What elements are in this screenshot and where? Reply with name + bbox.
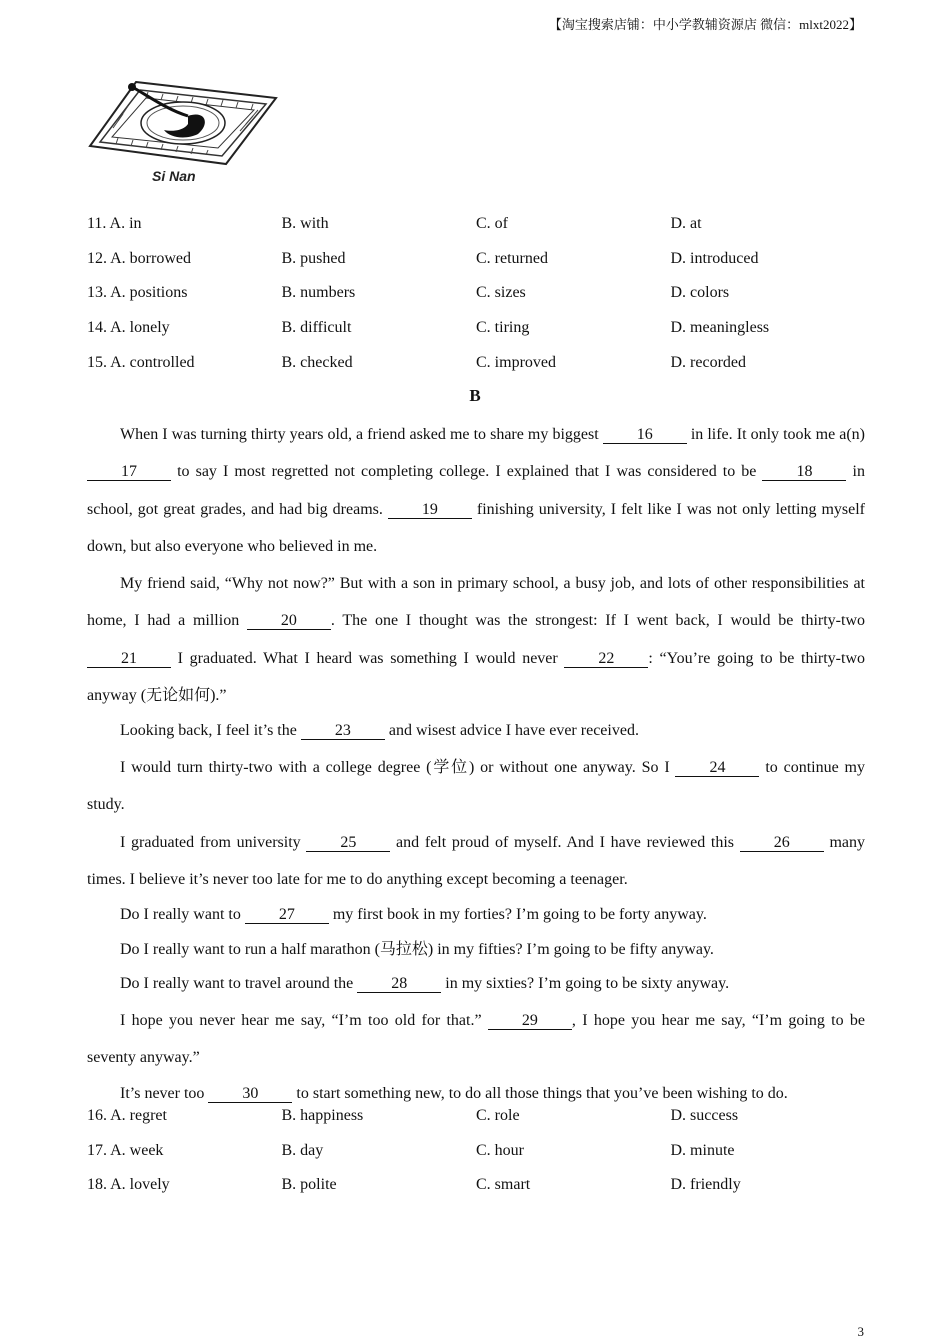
- option-16-c: C. role: [476, 1107, 520, 1125]
- passage-text: my first book in my forties? I’m going to be forty anyway.: [328, 906, 707, 924]
- passage-text: I graduated. What I heard was something I would never: [171, 649, 565, 667]
- option-12-a: 12. A. borrowed: [87, 249, 191, 267]
- option-row-13: [87, 276, 867, 311]
- options-top: [87, 207, 867, 380]
- option-15-b: B. checked: [281, 353, 353, 371]
- passage-text: My friend said, “Why not now?” But with a son in primary school, a busy job, and lots of other responsibilities at home, I had a million: [87, 575, 865, 630]
- paragraph: [87, 824, 865, 899]
- passage-text: When I was turning thirty years old, a friend asked me to share my biggest: [120, 426, 603, 443]
- blank-25: 25: [306, 834, 390, 852]
- blank-17: 17: [87, 463, 171, 481]
- option-row-14: [87, 311, 867, 346]
- blank-16: 16: [603, 426, 687, 444]
- passage-text: I would turn thirty-two with a college degree (学位) or without one anyway. So I: [120, 758, 676, 776]
- options-bottom: [87, 1099, 867, 1203]
- passage-text: and wisest advice I have ever received.: [384, 722, 639, 740]
- passage-text: to start something new, to do all those things that you’ve been wishing to do.: [292, 1084, 788, 1102]
- passage-text: Looking back, I feel it’s the: [120, 722, 301, 740]
- option-18-d: D. friendly: [670, 1176, 741, 1194]
- passage-text: Do I really want to: [120, 906, 245, 924]
- passage-text: , I hope you hear me say, “I’m going to be seventy anyway.”: [87, 1011, 866, 1067]
- option-11-c: C. of: [476, 215, 508, 233]
- option-12-b: B. pushed: [281, 249, 346, 267]
- option-row-11: [87, 207, 867, 242]
- blank-20: 20: [247, 612, 331, 630]
- option-11-a: 11. A. in: [87, 215, 142, 233]
- blank-24: 24: [675, 759, 759, 777]
- figure-caption: Si Nan: [152, 168, 196, 184]
- passage-text: many times. I believe it’s never too late for me to do anything except becoming a teenager.: [87, 833, 866, 888]
- option-row-16: [87, 1099, 867, 1134]
- si-nan-compass-image: [88, 76, 278, 171]
- option-14-c: C. tiring: [476, 319, 530, 337]
- option-17-c: C. hour: [476, 1141, 524, 1159]
- blank-26: 26: [740, 834, 824, 852]
- header-text: 【淘宝搜索店铺：中小学教辅资源店 微信：mlxt2022】: [548, 17, 862, 32]
- option-13-c: C. sizes: [476, 284, 526, 302]
- option-13-a: 13. A. positions: [87, 284, 188, 302]
- blank-29: 29: [488, 1012, 572, 1030]
- option-row-12: [87, 242, 867, 277]
- passage-text: . The one I thought was the strongest: If I went back, I would be thirty-two: [330, 612, 866, 630]
- page-number: 3: [857, 1324, 864, 1339]
- blank-30: 30: [208, 1085, 292, 1103]
- passage: [87, 416, 865, 1111]
- blank-22: 22: [564, 650, 648, 668]
- option-15-a: 15. A. controlled: [87, 353, 195, 371]
- passage-text: in school, got great grades, and had big dreams.: [87, 463, 865, 518]
- option-15-d: D. recorded: [670, 353, 747, 371]
- option-18-b: B. polite: [281, 1176, 337, 1194]
- passage-text: Do I really want to travel around the: [120, 975, 358, 993]
- paragraph: [87, 1002, 865, 1077]
- passage-text: : “You’re going to be thirty-two anyway (无论如何).”: [87, 649, 865, 705]
- paragraph: [87, 714, 865, 749]
- option-11-b: B. with: [281, 215, 329, 233]
- option-row-17: [87, 1134, 867, 1169]
- option-14-d: D. meaningless: [670, 319, 770, 337]
- option-12-c: C. returned: [476, 249, 548, 267]
- blank-28: 28: [357, 975, 441, 993]
- passage-text: in life. It only took me a(n): [686, 426, 865, 443]
- passage-text: I hope you never hear me say, “I’m too old for that.”: [120, 1011, 488, 1029]
- passage-text: in my sixties? I’m going to be sixty anyway.: [441, 975, 730, 993]
- option-row-18: [87, 1168, 867, 1203]
- passage-text: to continue my study.: [87, 758, 865, 814]
- passage-text: I graduated from university: [120, 833, 307, 851]
- blank-19: 19: [388, 501, 472, 519]
- option-18-a: 18. A. lovely: [87, 1176, 170, 1194]
- option-14-b: B. difficult: [281, 319, 352, 337]
- paragraph: [87, 898, 865, 933]
- option-12-d: D. introduced: [670, 249, 759, 267]
- option-16-a: 16. A. regret: [87, 1107, 167, 1125]
- passage-text: and felt proud of myself. And I have reviewed this: [390, 833, 740, 851]
- passage-text: Do I really want to run a half marathon (马拉松) in my fifties? I’m going to be fifty anyway.: [120, 940, 714, 958]
- option-16-b: B. happiness: [281, 1107, 364, 1125]
- blank-23: 23: [301, 722, 385, 740]
- paragraph: [87, 416, 865, 565]
- paragraph: [87, 967, 865, 1002]
- option-row-15: [87, 345, 867, 380]
- option-13-d: D. colors: [670, 284, 730, 302]
- paragraph: [87, 933, 865, 968]
- option-18-c: C. smart: [476, 1176, 531, 1194]
- option-15-c: C. improved: [476, 353, 556, 371]
- passage-text: to say I most regretted not completing college. I explained that I was considered to be: [171, 463, 763, 481]
- passage-text: finishing university, I felt like I was not only letting myself down, but also everyone who believed in me.: [87, 500, 866, 555]
- option-13-b: B. numbers: [281, 284, 356, 302]
- si-nan-figure: [88, 76, 278, 191]
- paragraph: [87, 749, 865, 824]
- option-14-a: 14. A. lonely: [87, 319, 170, 337]
- option-17-b: B. day: [281, 1141, 324, 1159]
- option-16-d: D. success: [670, 1107, 739, 1125]
- option-17-d: D. minute: [670, 1141, 735, 1159]
- passage-text: It’s never too: [120, 1084, 209, 1102]
- paragraph: [87, 565, 865, 714]
- blank-27: 27: [245, 906, 329, 924]
- section-title: B: [469, 386, 481, 405]
- option-17-a: 17. A. week: [87, 1141, 164, 1159]
- blank-18: 18: [762, 463, 846, 481]
- blank-21: 21: [87, 650, 171, 668]
- option-11-d: D. at: [670, 215, 702, 233]
